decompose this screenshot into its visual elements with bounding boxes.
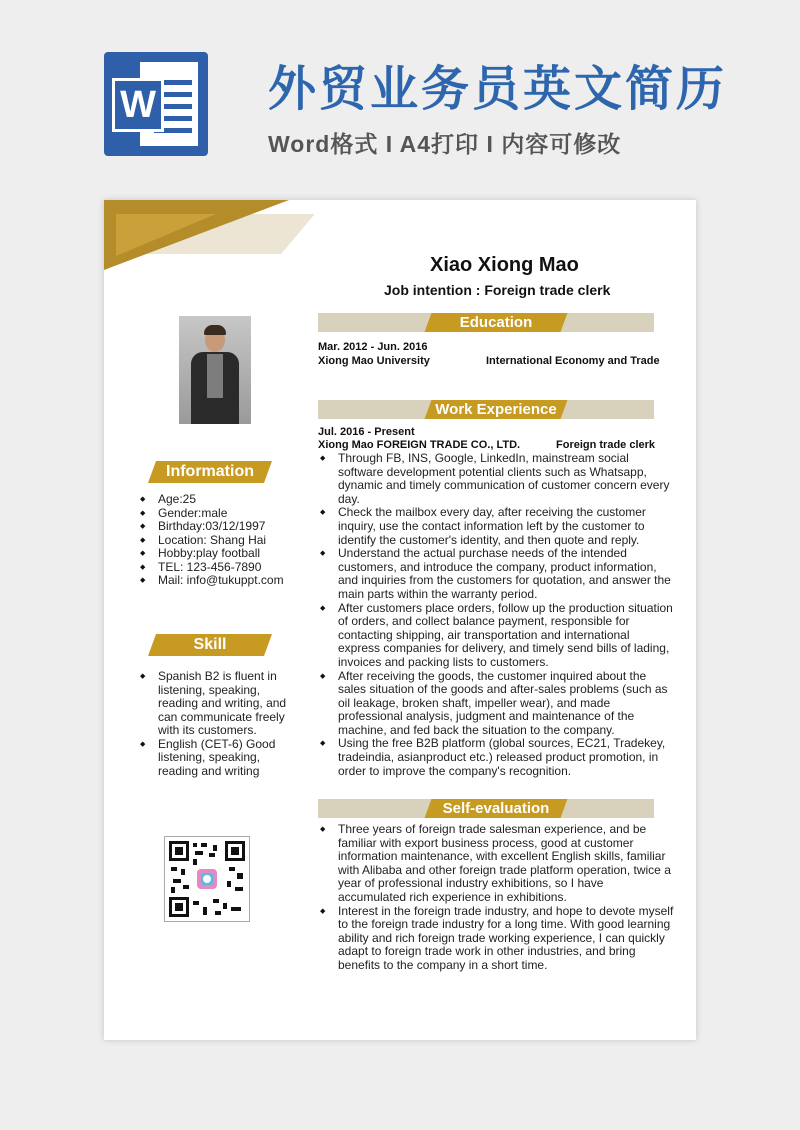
corner-decoration: [116, 214, 216, 256]
list-item: ◆ English (CET-6) Good listening, speaking, reading and writing: [130, 738, 288, 779]
self-evaluation-list: [318, 823, 674, 973]
word-letter: W: [112, 78, 164, 132]
list-item: ◆ Understand the actual purchase needs of the intended customers, and introduce the company, product information, and inquiries from the customers for quotation, and answer the main parts within the warranty period.: [318, 547, 674, 601]
skill-heading: Skill: [152, 634, 268, 656]
resume-page: [104, 200, 696, 1040]
list-item: ◆ Gender:male: [130, 507, 288, 521]
work-company: Xiong Mao FOREIGN TRADE CO., LTD.: [318, 439, 521, 451]
qr-code: [164, 836, 250, 922]
list-item: ◆ Mail: info@tukuppt.com: [130, 574, 288, 588]
candidate-name: Xiao Xiong Mao: [430, 254, 579, 276]
list-item: ◆ Three years of foreign trade salesman experience, and be familiar with export business process, good at customer information maintenance, with excellent English skills, familiar with Alibaba and other foreign trade platform operation, twice a year of professional industry exhibitions, so I have accumulated rich experience in exhibitions.: [318, 823, 674, 905]
list-item: ◆ Hobby:play football: [130, 547, 288, 561]
education-major: International Economy and Trade: [486, 355, 660, 367]
word-icon: [104, 52, 208, 156]
list-item: ◆ Birthday:03/12/1997: [130, 520, 288, 534]
self-evaluation-heading: Self-evaluation: [318, 799, 654, 818]
information-heading: Information: [152, 461, 268, 483]
education-school: Xiong Mao University: [318, 355, 430, 367]
list-item: ◆ Through FB, INS, Google, LinkedIn, mainstream social software development potential clients such as Whatsapp, dynamic and timely communication of customer concern every day.: [318, 452, 674, 506]
work-period: Jul. 2016 - Present: [318, 426, 415, 438]
work-duties-list: [318, 452, 674, 778]
list-item: ◆ TEL: 123-456-7890: [130, 561, 288, 575]
list-item: ◆ Using the free B2B platform (global sources, EC21, Tradekey, tradeindia, asianproduct etc.) released product promotion, in order to improve the company's recognition.: [318, 737, 674, 778]
education-heading: Education: [318, 313, 654, 332]
list-item: ◆ Check the mailbox every day, after receiving the customer inquiry, use the contact information left by the customer to identify the customer's identity, and then quote and reply.: [318, 506, 674, 547]
work-heading: Work Experience: [318, 400, 654, 419]
list-item: ◆ Location: Shang Hai: [130, 534, 288, 548]
skill-list: [130, 670, 288, 778]
list-item: ◆ After receiving the goods, the customer inquired about the sales situation of the goods and after-sales problems (such as oil leakage, broken shaft, impeller wear), and made professional analysis, judgment and maintenance of the machine, and fed back the situation to the company.: [318, 670, 674, 738]
qr-code-icon: [169, 841, 245, 917]
banner-title: 外贸业务员英文简历: [268, 63, 728, 116]
list-item: ◆ After customers place orders, follow up the production situation of orders, and collect balance payment, responsible for contacting shipping, air transportation and international express companies for delivery, and timely send bills of lading, invoices and packing lists to customers.: [318, 602, 674, 670]
list-item: ◆ Spanish B2 is fluent in listening, speaking, reading and writing, and can communicate freely with its customers.: [130, 670, 288, 738]
job-intention: Job intention : Foreign trade clerk: [384, 282, 611, 298]
list-item: ◆ Interest in the foreign trade industry, and hope to devote myself to the foreign trade industry for a long time. With good learning ability and rich foreign trade working experience, I can quickly adapt to foreign trade work in other industries, and bring benefits to the company in a short time.: [318, 905, 674, 973]
education-period: Mar. 2012 - Jun. 2016: [318, 341, 428, 353]
work-position: Foreign trade clerk: [556, 439, 656, 451]
profile-photo: [179, 316, 251, 424]
list-item: ◆ Age:25: [130, 493, 288, 507]
information-list: [130, 493, 288, 588]
banner-subtitle: Word格式 I A4打印 I 内容可修改: [268, 131, 622, 157]
